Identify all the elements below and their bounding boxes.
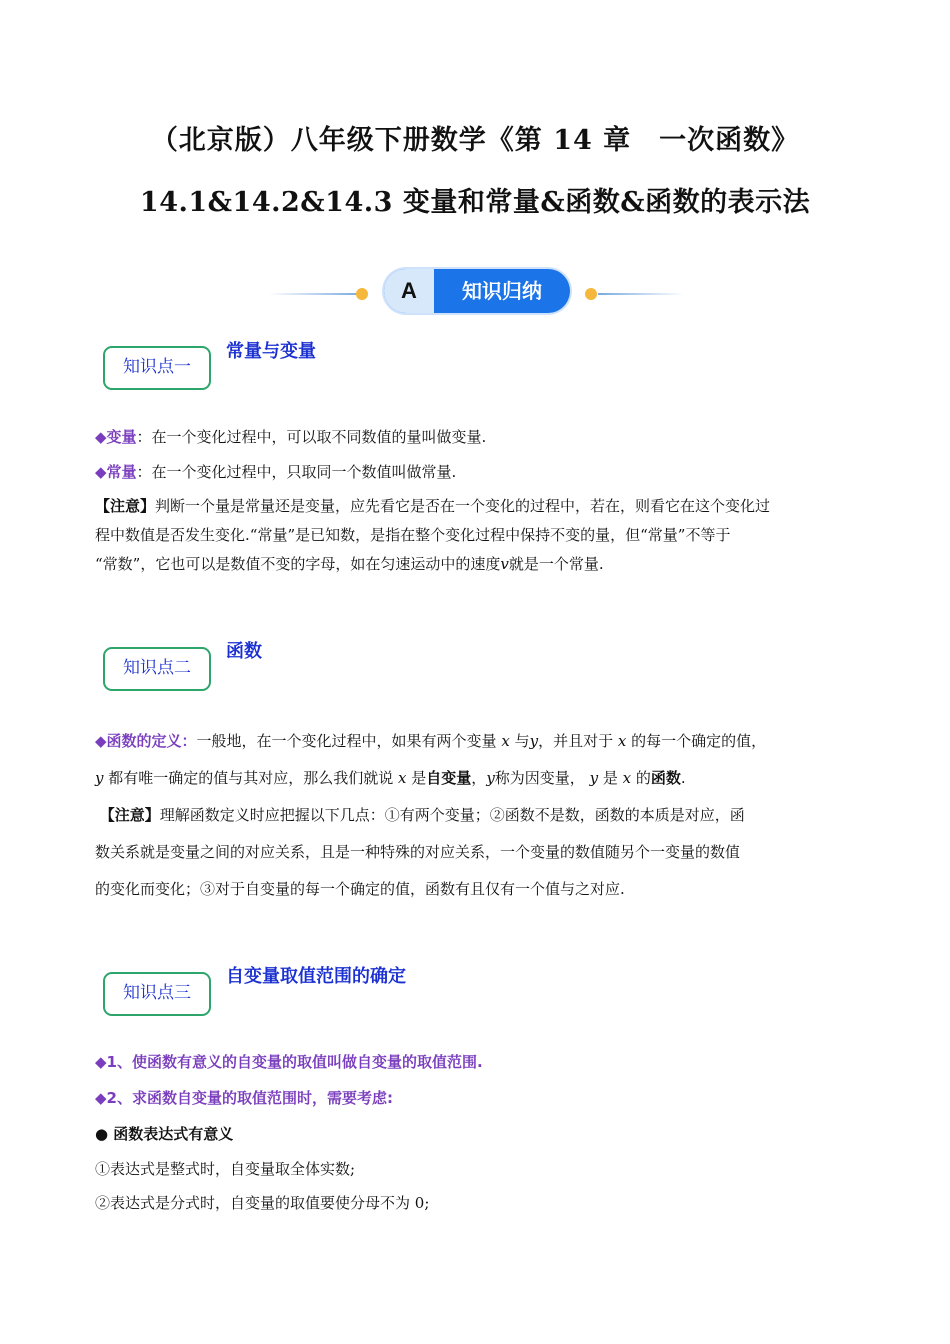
- kp3-item2: ◆2、求函数自变量的取值范围时，需要考虑:: [95, 1089, 393, 1107]
- kp3-heading: 自变量取值范围的确定: [226, 966, 406, 987]
- var-x: x: [501, 732, 510, 750]
- document-title: （北京版）八年级下册数学《第 14 章 一次函数》: [150, 125, 800, 156]
- kp1-note-var: v: [500, 555, 509, 573]
- var-y: y: [589, 769, 599, 787]
- var-x: x: [398, 769, 407, 787]
- kp1-note-line1: 判断一个量是常量还是变量，应先看它是否在一个变化的过程中，若在，则看它在这个变化过: [155, 497, 771, 515]
- section-banner: [384, 269, 570, 313]
- independent-variable-term: 自变量: [426, 769, 472, 787]
- banner-line-right: [598, 293, 684, 295]
- kp3-box: 知识点三: [103, 972, 211, 1016]
- def-text: ，并且对于: [538, 732, 618, 750]
- document-subtitle: 14.1&14.2&14.3 变量和常量&函数&函数的表示法: [139, 187, 811, 218]
- variable-term: ◆变量: [95, 428, 137, 446]
- def-text: 是: [598, 769, 623, 787]
- kp3-condition2: ②表达式是分式时，自变量的取值要使分母不为 0;: [95, 1194, 430, 1212]
- banner-letter: A: [384, 269, 434, 313]
- def-text: 一般地，在一个变化过程中，如果有两个变量: [196, 732, 502, 750]
- kp3-condition1: ①表达式是整式时，自变量取全体实数;: [95, 1160, 356, 1178]
- kp2-note: [95, 797, 865, 908]
- constant-text: ：在一个变化过程中，只取同一个数值叫做常量.: [136, 463, 457, 481]
- kp1-note-line3b: 就是一个常量.: [508, 555, 604, 573]
- kp2-note-tag: 【注意】: [99, 806, 160, 824]
- var-y: y: [95, 769, 104, 787]
- var-x: x: [617, 732, 627, 750]
- kp3-bullet: ● 函数表达式有意义: [95, 1125, 234, 1143]
- def-text: ，: [471, 769, 487, 787]
- def-text: 与: [509, 732, 530, 750]
- kp1-variable-def: [95, 423, 865, 452]
- kp2-heading: 函数: [226, 641, 262, 662]
- def-text: 的每一个确定的值，: [626, 732, 767, 750]
- kp1-note-line2: 程中数值是否发生变化.“常量”是已知数，是指在整个变化过程中保持不变的量，但“常量”不等于: [95, 526, 731, 544]
- kp1-constant-def: [95, 458, 865, 487]
- kp2-note-line1: 理解函数定义时应把握以下几点：①有两个变量；②函数不是数，函数的本质是对应，函: [159, 806, 745, 824]
- banner-dot-left: [356, 288, 368, 300]
- def-text: 的: [631, 769, 651, 787]
- var-y: y: [529, 732, 539, 750]
- variable-text: ：在一个变化过程中，可以取不同数值的量叫做变量.: [136, 428, 487, 446]
- kp1-note: [95, 492, 865, 579]
- kp1-note-line3a: “常数”，它也可以是数值不变的字母，如在匀速运动中的速度: [95, 555, 501, 573]
- kp2-note-line3: 的变化而变化；③对于自变量的每一个确定的值，函数有且仅有一个值与之对应.: [95, 880, 625, 898]
- var-y: y: [486, 769, 495, 787]
- kp1-heading: 常量与变量: [226, 341, 316, 362]
- banner-line-left: [268, 293, 360, 295]
- kp2-box: 知识点二: [103, 647, 211, 691]
- var-x: x: [622, 769, 632, 787]
- banner-label: 知识归纳: [462, 279, 542, 303]
- function-def-term: ◆函数的定义：: [95, 732, 197, 750]
- kp1-note-tag: 【注意】: [95, 497, 156, 515]
- constant-term: ◆常量: [95, 463, 137, 481]
- banner-dot-right: [585, 288, 597, 300]
- def-text: 都有唯一确定的值与其对应，那么我们就说: [103, 769, 399, 787]
- def-text: .: [680, 769, 686, 787]
- kp2-definition: [95, 723, 865, 797]
- def-text: 称为因变量，: [494, 769, 590, 787]
- function-term: 函数: [650, 769, 681, 787]
- kp3-item1: ◆1、使函数有意义的自变量的取值叫做自变量的取值范围.: [95, 1053, 483, 1071]
- def-text: 是: [406, 769, 427, 787]
- kp1-box: 知识点一: [103, 346, 211, 390]
- kp2-note-line2: 数关系就是变量之间的对应关系，且是一种特殊的对应关系，一个变量的数值随另个一变量的数值: [95, 843, 741, 861]
